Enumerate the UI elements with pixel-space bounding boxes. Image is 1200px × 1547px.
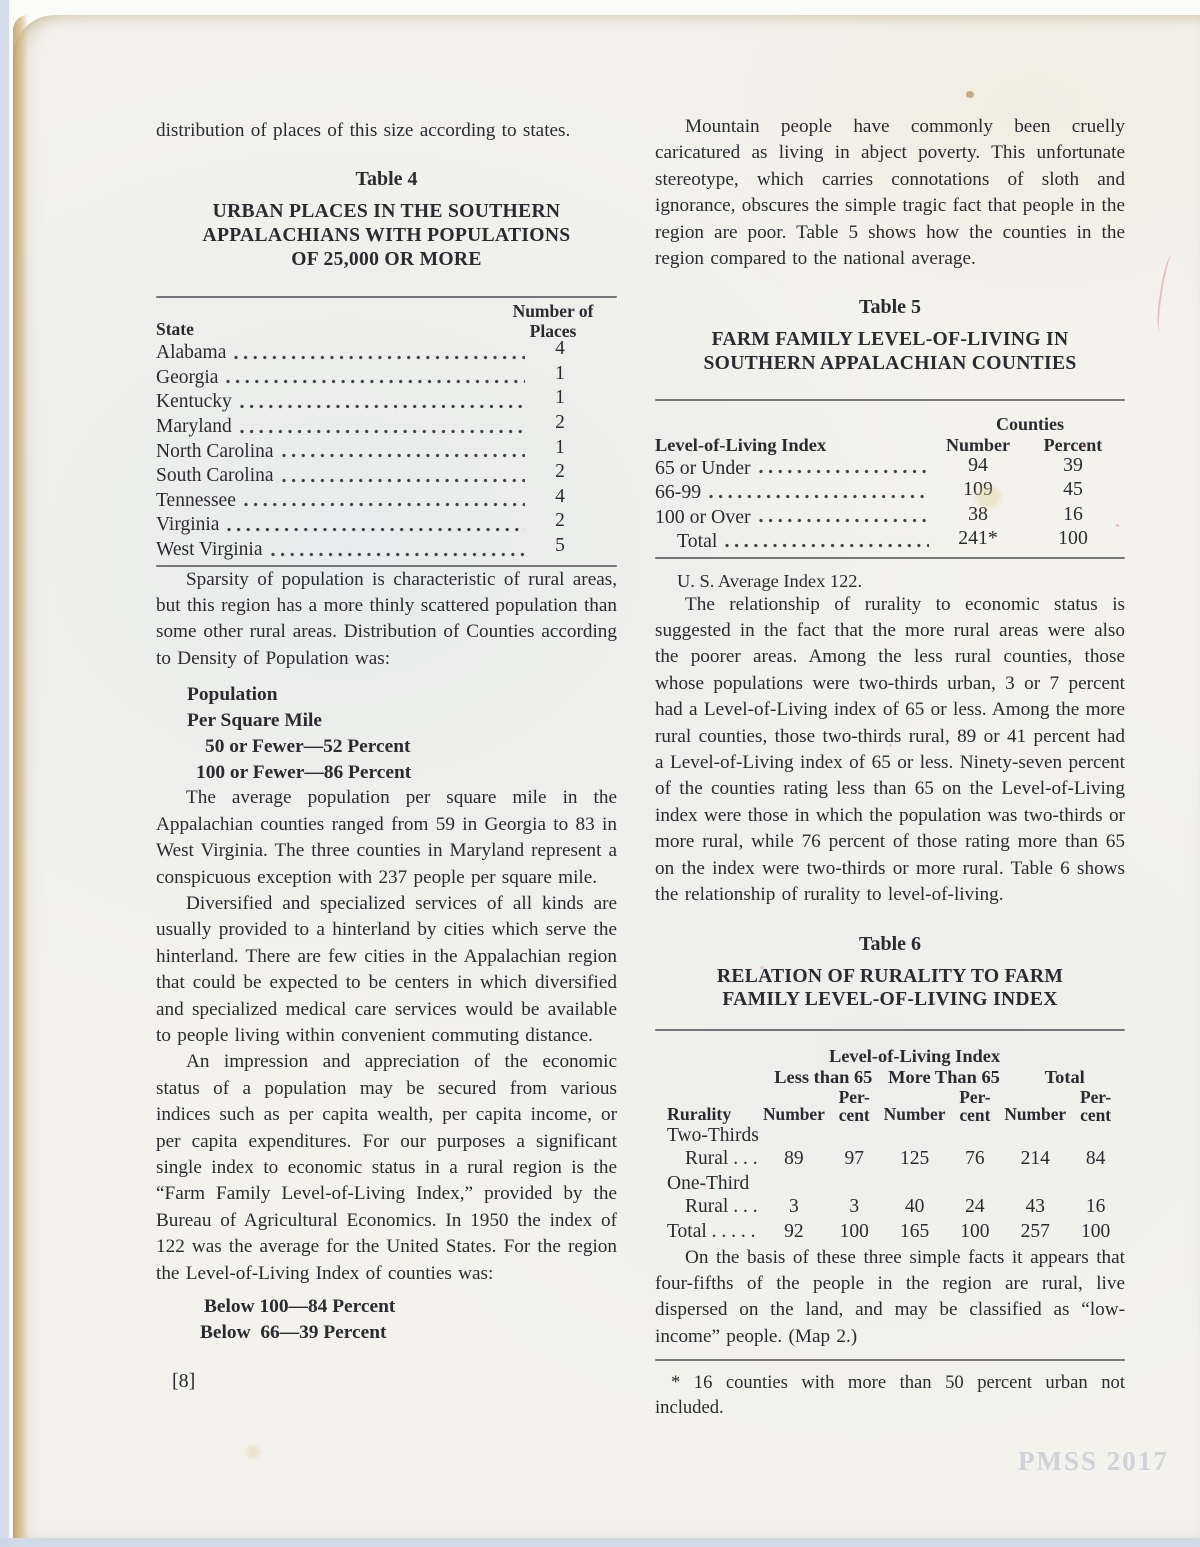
table4-col-state: State xyxy=(156,319,194,340)
table6-group-total: Total xyxy=(1044,1066,1085,1087)
left-column xyxy=(156,118,617,1393)
table6 xyxy=(655,1046,1125,1245)
table-row xyxy=(156,534,617,563)
cell-value: 257 xyxy=(1020,1221,1050,1243)
dot-leader xyxy=(759,468,929,475)
county-percent: 45 xyxy=(1063,478,1083,501)
paragraph-rurality: The relationship of rurality to economic status is suggested in the fact that the more rural areas were also the poorer areas. Among the less rural counties, those whose populations were two-thirds urban, 3 or 7 percent had a Level-of-Living index of 65 or less. Among the more rural counties, those two-thirds rural, 89 or 41 percent had a Level-of-Living index of 65 or less. Ninety-seven percent of the counties rating less than 65 on the Level-of-Living index were those in which the population was two-thirds or more rural, while 76 percent of those rating more than 65 on the index were two-thirds or more rural. Table 6 shows the relationship of rurality to level-of-living. xyxy=(655,593,1125,906)
table5-col-percent: Percent xyxy=(1043,434,1103,455)
cell-value: 43 xyxy=(1025,1196,1045,1218)
rurality-row-label: Rural . . . xyxy=(685,1148,758,1170)
table6-group-more: More Than 65 xyxy=(888,1066,1000,1087)
table5-title xyxy=(655,328,1125,375)
county-percent: 16 xyxy=(1063,502,1083,525)
cell-value: 24 xyxy=(965,1196,985,1218)
table6-col-number-less: Number xyxy=(763,1103,825,1124)
dot-leader xyxy=(282,452,525,459)
stain xyxy=(703,1184,706,1187)
places-count: 4 xyxy=(555,338,565,360)
table4-col-places-line2: Places xyxy=(529,320,577,341)
table6-group-less: Less than 65 xyxy=(774,1066,873,1087)
county-number: 94 xyxy=(968,453,988,476)
table4-label: Table 4 xyxy=(355,168,418,191)
state-name: Tennessee xyxy=(156,489,236,511)
places-count: 2 xyxy=(555,510,565,532)
table5-label: Table 5 xyxy=(858,296,922,319)
paragraph-services: Diversified and specialized services of all kinds are usually provided to a hinterland by cities which serve the hinterland. There are few cities in the Appalachian region that could be expected to be centers in which diversified and specialized medical care services would be available to people living within convenient commuting distance. xyxy=(156,892,617,1046)
cell-value: 100 xyxy=(1080,1221,1111,1243)
state-name: Alabama xyxy=(156,342,227,364)
density-line4: 100 or Fewer—86 Percent xyxy=(196,761,412,783)
paragraph-basis: On the basis of these three simple facts it appears that four-fifths of the people in the region are rural, live dispersed on the land, and may be classified as “low-income” people. (Map 2.) xyxy=(655,1246,1125,1347)
places-count: 1 xyxy=(555,362,565,384)
state-name: North Carolina xyxy=(156,440,274,462)
table6-col-rurality: Rurality xyxy=(667,1103,732,1124)
table6-title-line1: RELATION OF RURALITY TO FARM xyxy=(716,965,1064,987)
state-name: Maryland xyxy=(156,415,232,437)
stain xyxy=(1116,524,1119,527)
cell-value: 97 xyxy=(844,1148,864,1170)
county-number: 109 xyxy=(963,478,993,501)
stain xyxy=(760,966,764,969)
places-count: 1 xyxy=(555,387,565,409)
paragraph-sparsity: Sparsity of population is characteristic of rural areas, but this region has a more thinly scattered population than some other rural areas. Distribution of Counties according to Density of Population was: xyxy=(156,568,617,669)
cell-value: 214 xyxy=(1020,1148,1050,1170)
table5-group-header xyxy=(655,414,1125,435)
table4-header xyxy=(156,302,617,341)
cell-value: 100 xyxy=(839,1221,869,1243)
table5-note: U. S. Average Index 122. xyxy=(677,570,863,591)
cell-value: 92 xyxy=(784,1221,804,1243)
dot-leader xyxy=(709,493,929,500)
table4-col-places xyxy=(495,302,611,341)
table6-label: Table 6 xyxy=(858,932,922,955)
table6-col-number-total: Number xyxy=(1004,1103,1067,1124)
stain xyxy=(933,1002,936,1005)
intro-line: distribution of places of this size according to states. xyxy=(156,120,571,141)
right-column xyxy=(655,114,1125,1438)
table4-bottom-rule xyxy=(156,565,617,567)
rurality-group-label: One-Third xyxy=(667,1172,750,1194)
places-count: 4 xyxy=(555,485,565,507)
dot-leader xyxy=(244,501,525,508)
county-number: 241* xyxy=(958,527,998,550)
paragraph-mountain-people: Mountain people have commonly been cruelly caricatured as living in abject poverty. This unfortunate stereotype, which carries connotations of sloth and ignorance, obscures the simple tragic fact that people in the region are poor. Table 5 shows how the counties in the region compared to the national average. xyxy=(655,116,1125,270)
cell-value: 100 xyxy=(960,1221,990,1243)
dot-leader xyxy=(240,403,525,410)
stain xyxy=(889,744,892,747)
below-line1: Below 100—84 Percent xyxy=(204,1296,396,1318)
table6-col-number-more: Number xyxy=(883,1103,946,1124)
archive-watermark: PMSS 2017 xyxy=(1018,1446,1169,1476)
state-name: Kentucky xyxy=(156,391,232,413)
paragraph-average-population: The average population per square mile in the Appalachian counties ranged from 59 in Georgia to 83 in West Virginia. The three counties in Maryland represent a conspicuous exception with 237 people per square mile. xyxy=(156,787,617,888)
county-percent: 100 xyxy=(1058,527,1088,550)
table5-bottom-rule xyxy=(655,557,1125,559)
table4-col-places-line1: Number of xyxy=(512,301,594,322)
table6-title-line2: FAMILY LEVEL-OF-LIVING INDEX xyxy=(722,989,1058,1011)
cell-value: 89 xyxy=(784,1148,804,1170)
places-count: 2 xyxy=(555,461,565,483)
table6-col-percent-more: Per- cent xyxy=(959,1086,991,1125)
places-count: 5 xyxy=(555,534,565,556)
table4-title-line1: URBAN PLACES IN THE SOUTHERN xyxy=(212,201,561,223)
stain xyxy=(975,486,1001,508)
table5-col-number: Number xyxy=(946,434,1010,455)
density-heading-block xyxy=(156,682,617,785)
table5-title-line1: FARM FAMILY LEVEL-OF-LIVING IN xyxy=(711,329,1069,351)
total-row-label: Total . . . . . xyxy=(667,1221,756,1243)
index-range: 65 or Under xyxy=(655,456,751,479)
dot-leader xyxy=(759,517,929,524)
density-line1: Population xyxy=(187,684,278,706)
state-name: South Carolina xyxy=(156,465,274,487)
table6-col-percent-total: Per- cent xyxy=(1079,1086,1112,1125)
footnote: * 16 counties with more than 50 percent urban not included. xyxy=(655,1371,1125,1418)
table4-title-line2: APPALACHIANS WITH POPULATIONS xyxy=(202,225,571,246)
table5-col-index: Level-of-Living Index xyxy=(655,434,827,455)
county-percent: 39 xyxy=(1063,453,1083,476)
table5-body xyxy=(655,453,1125,554)
cell-value: 84 xyxy=(1085,1148,1106,1170)
dot-leader xyxy=(725,542,929,549)
rurality-row-label: Rural . . . xyxy=(685,1196,758,1218)
rurality-group-label: Two-Thirds xyxy=(667,1124,759,1146)
index-range: 66-99 xyxy=(655,481,702,504)
places-count: 1 xyxy=(555,436,565,458)
table6-col-percent-less: Per- cent xyxy=(838,1086,870,1125)
table6-top-rule xyxy=(655,1029,1125,1031)
state-name: Georgia xyxy=(156,366,219,388)
dot-leader xyxy=(234,354,525,361)
table5-top-rule xyxy=(655,399,1125,401)
page-number: [8] xyxy=(172,1370,196,1393)
footnote-rule xyxy=(655,1359,1125,1361)
table6-title xyxy=(655,965,1125,1012)
below-index-block xyxy=(156,1294,617,1346)
table4-body xyxy=(156,338,617,562)
dot-leader xyxy=(271,551,526,558)
stain xyxy=(1154,254,1178,333)
state-name: West Virginia xyxy=(156,538,263,560)
cell-value: 76 xyxy=(965,1148,985,1170)
table6-span-header: Level-of-Living Index xyxy=(829,1045,1001,1066)
cell-value: 3 xyxy=(789,1196,799,1218)
table4-top-rule xyxy=(156,296,617,298)
table-row-total xyxy=(655,529,1125,554)
dot-leader xyxy=(240,428,525,435)
cell-value: 16 xyxy=(1085,1196,1106,1218)
cell-value: 3 xyxy=(849,1196,860,1218)
index-range: Total xyxy=(677,530,718,553)
dot-leader xyxy=(226,378,525,385)
paragraph-impression: An impression and appreciation of the economic status of a population may be secured from various indices such as per capita wealth, per capita income, or per capita expenditures. For our purposes a significant single index to economic status in a rural region is the “Farm Family Level-of-Living Index,” provided by the Bureau of Agricultural Economics. In 1950 the index of 122 was the average for the United States. For the region the Level-of-Living Index of counties was: xyxy=(156,1051,617,1284)
stain xyxy=(246,1446,261,1458)
table4-title xyxy=(156,200,617,271)
stain xyxy=(966,91,974,98)
cell-value: 40 xyxy=(904,1196,925,1218)
below-line2: Below 66—39 Percent xyxy=(200,1322,387,1344)
density-line2: Per Square Mile xyxy=(187,709,322,731)
places-count: 2 xyxy=(555,411,565,433)
table5-counties-header: Counties xyxy=(995,413,1064,434)
cell-value: 125 xyxy=(899,1148,930,1170)
table4-title-line3: OF 25,000 OR MORE xyxy=(291,248,482,270)
index-range: 100 or Over xyxy=(655,505,751,528)
county-number: 38 xyxy=(968,502,988,525)
stain xyxy=(1082,444,1086,448)
state-name: Virginia xyxy=(156,514,220,536)
density-line3: 50 or Fewer—52 Percent xyxy=(205,735,411,757)
dot-leader xyxy=(227,526,525,533)
cell-value: 165 xyxy=(899,1221,930,1243)
dot-leader xyxy=(282,477,525,484)
table5-title-line2: SOUTHERN APPALACHIAN COUNTIES xyxy=(703,353,1077,375)
